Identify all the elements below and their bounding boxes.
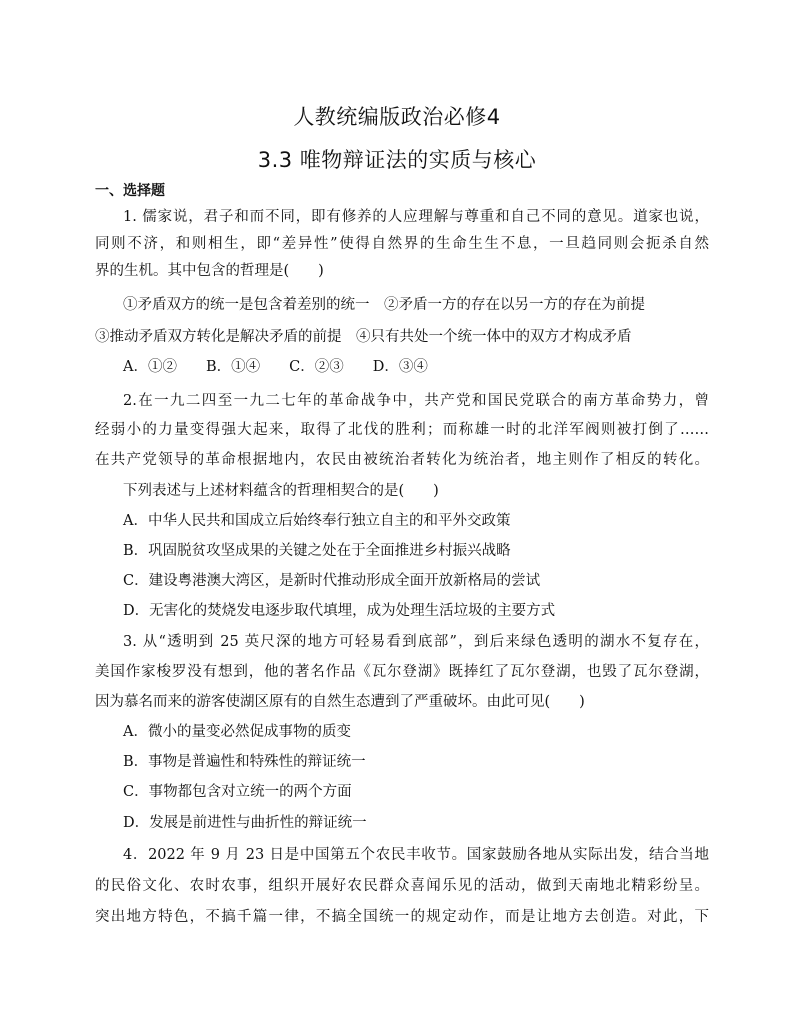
q4-line-2: 的民俗文化、农时农事，组织开展好农民群众喜闻乐见的活动，做到天南地北精彩纷呈。 [95, 878, 709, 894]
q1-line-1: 1. 儒家说，君子和而不同，即有修养的人应理解与尊重和自己不同的意见。道家也说， [123, 209, 709, 225]
q3-option-a: A．微小的量变必然促成事物的质变 [123, 724, 351, 740]
q2-option-d: D．无害化的焚烧发电逐步取代填埋，成为处理生活垃圾的主要方式 [123, 603, 556, 619]
q4-line-1: 4．2022 年 9 月 23 日是中国第五个农民丰收节。国家鼓励各地从实际出发，结合当地 [123, 847, 709, 863]
q2-option-a: A．中华人民共和国成立后始终奉行独立自主的和平外交政策 [123, 513, 511, 529]
q3-option-d: D．发展是前进性与曲折性的辩证统一 [123, 815, 367, 831]
q1-line-2: 同则不济，和则相生，即“差异性”使得自然界的生命生生不息，一旦趋同则会扼杀自然 [95, 236, 709, 252]
q2-option-b: B．巩固脱贫攻坚成果的关键之处在于全面推进乡村振兴战略 [123, 543, 511, 559]
q2-option-c: C．建设粤港澳大湾区，是新时代推动形成全面开放新格局的尝试 [123, 573, 541, 589]
q2-line-3: 在共产党领导的革命根据地内，农民由被统治者转化为统治者，地主则作了相反的转化。 [95, 452, 709, 468]
q1-options: A．①② B．①④ C．②③ D．③④ [123, 359, 428, 375]
q2-line-1: 2.在一九二四至一九二七年的革命战争中，共产党和国民党联合的南方革命势力，曾 [123, 393, 709, 409]
q4-line-3: 突出地方特色，不搞千篇一律，不搞全国统一的规定动作，而是让地方去创造。对此，下 [95, 909, 709, 925]
section-heading: 一、选择题 [95, 183, 165, 199]
q3-line-2: 美国作家梭罗没有想到，他的著名作品《瓦尔登湖》既捧红了瓦尔登湖，也毁了瓦尔登湖， [95, 664, 709, 680]
q1-statement-2: ③推动矛盾双方转化是解决矛盾的前提 ④只有共处一个统一体中的双方才构成矛盾 [95, 329, 632, 345]
q3-line-3: 因为慕名而来的游客使湖区原有的自然生态遭到了严重破坏。由此可见( ) [95, 694, 585, 710]
q3-line-1: 3. 从“透明到 25 英尺深的地方可轻易看到底部”，到后来绿色透明的湖水不复存在， [123, 634, 709, 650]
q2-line-2: 经弱小的力量变得强大起来，取得了北伐的胜利；而称雄一时的北洋军阀则被打倒了…… [95, 422, 709, 438]
q3-option-b: B．事物是普遍性和特殊性的辩证统一 [123, 754, 366, 770]
q1-line-3: 界的生机。其中包含的哲理是( ) [95, 263, 324, 279]
q2-line-4: 下列表述与上述材料蕴含的哲理相契合的是( ) [123, 483, 439, 499]
q1-statement-1: ①矛盾双方的统一是包含着差别的统一 ②矛盾一方的存在以另一方的存在为前提 [123, 297, 645, 313]
q3-option-c: C．事物都包含对立统一的两个方面 [123, 784, 352, 800]
lesson-title: 3.3 唯物辩证法的实质与核心 [257, 148, 537, 172]
document-title: 人教统编版政治必修4 [293, 105, 501, 129]
